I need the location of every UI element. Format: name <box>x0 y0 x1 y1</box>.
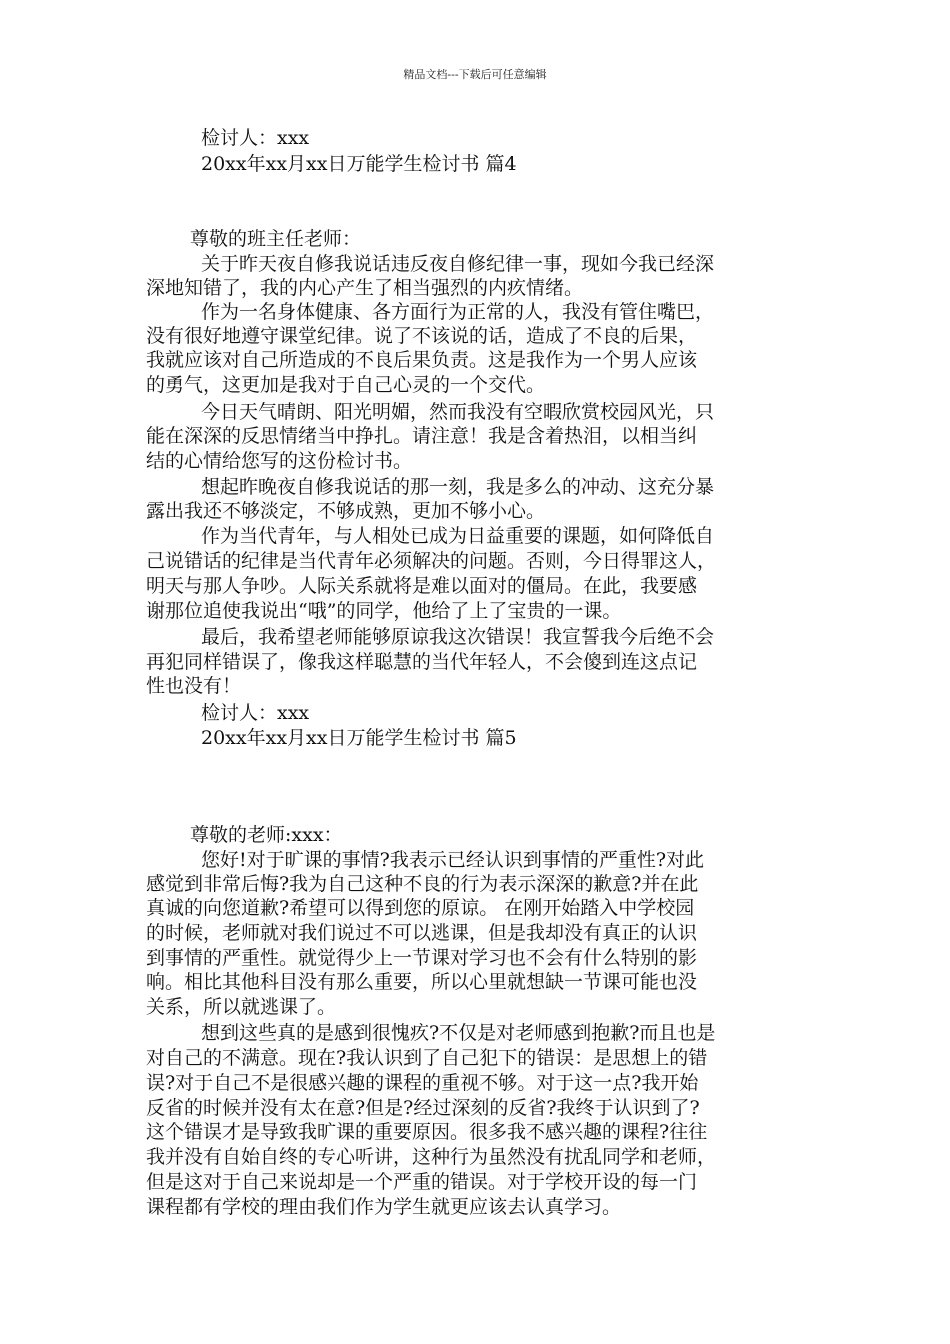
body-line: 的勇气，这更加是我对于自己心灵的一个交代。 <box>146 374 546 396</box>
body-line: 没有很好地遵守课堂纪律。说了不该说的话，造成了不良的后果， <box>146 325 698 347</box>
body-line: 最后，我希望老师能够原谅我这次错误！我宣誓我今后绝不会 <box>201 626 715 648</box>
body-line: 结的心情给您写的这份检讨书。 <box>146 450 413 472</box>
body-line: 作为一名身体健康、各方面行为正常的人，我没有管住嘴巴， <box>201 301 715 323</box>
body-line: 反省的时候并没有太在意?但是?经过深刻的反省?我终于认识到了? <box>146 1097 700 1119</box>
body-line: 到事情的严重性。就觉得少上一节课对学习也不会有什么特别的影 <box>146 947 698 969</box>
body-line: 的时候，老师就对我们说过不可以逃课，但是我却没有真正的认识 <box>146 922 698 944</box>
body-line: 想到这些真的是感到很愧疚?不仅是对老师感到抱歉?而且也是 <box>201 1022 716 1044</box>
body-line: 真诚的向您道歉?希望可以得到您的原谅。 在刚开始踏入中学校园 <box>146 897 695 919</box>
body-line: 深地知错了，我的内心产生了相当强烈的内疚情绪。 <box>146 277 584 299</box>
section-heading-4: 20xx年xx月xx日万能学生检讨书 篇4 <box>201 153 517 175</box>
body-line: 再犯同样错误了，像我这样聪慧的当代年轻人，不会傻到连这点记 <box>146 651 698 673</box>
body-line: 今日天气晴朗、阳光明媚，然而我没有空暇欣赏校园风光，只 <box>201 401 715 423</box>
body-line: 想起昨晚夜自修我说话的那一刻，我是多么的冲动、这充分暴 <box>201 476 715 498</box>
signer-line: 检讨人：xxx <box>201 127 310 149</box>
body-line: 谢那位追使我说出“哦”的同学，他给了上了宝贵的一课。 <box>146 600 622 622</box>
body-line: 误?对于自己不是很感兴趣的课程的重视不够。对于这一点?我开始 <box>146 1072 699 1094</box>
body-line: 这个错误才是导致我旷课的重要原因。很多我不感兴趣的课程?往往 <box>146 1121 708 1143</box>
body-line: 露出我还不够淡定，不够成熟，更加不够小心。 <box>146 500 546 522</box>
body-line: 但是这对于自己来说却是一个严重的错误。对于学校开设的每一门 <box>146 1171 698 1193</box>
body-line: 能在深深的反思情绪当中挣扎。请注意！我是含着热泪，以相当纠 <box>146 425 698 447</box>
body-line: 感觉到非常后悔?我为自己这种不良的行为表示深深的歉意?并在此 <box>146 873 699 895</box>
body-line: 我就应该对自己所造成的不良后果负责。这是我作为一个男人应该 <box>146 349 698 371</box>
body-line: 性也没有！ <box>146 675 242 697</box>
body-line: 课程都有学校的理由我们作为学生就更应该去认真学习。 <box>146 1196 622 1218</box>
body-line: 作为当代青年，与人相处已成为日益重要的课题，如何降低自 <box>201 525 715 547</box>
page-header: 精品文档---下载后可任意编辑 <box>403 68 547 81</box>
body-line: 您好!对于旷课的事情?我表示已经认识到事情的严重性?对此 <box>201 849 705 871</box>
salutation: 尊敬的老师:xxx： <box>190 824 343 846</box>
salutation: 尊敬的班主任老师： <box>190 228 362 250</box>
body-line: 对自己的不满意。现在?我认识到了自己犯下的错误：是思想上的错 <box>146 1047 708 1069</box>
signer-line: 检讨人：xxx <box>201 702 310 724</box>
body-line: 关系，所以就逃课了。 <box>146 996 337 1018</box>
body-line: 响。相比其他科目没有那么重要，所以心里就想缺一节课可能也没 <box>146 971 698 993</box>
section-heading-5: 20xx年xx月xx日万能学生检讨书 篇5 <box>201 727 517 749</box>
body-line: 明天与那人争吵。人际关系就将是难以面对的僵局。在此，我要感 <box>146 575 698 597</box>
body-line: 我并没有自始自终的专心听讲，这种行为虽然没有扰乱同学和老师， <box>146 1146 717 1168</box>
body-line: 己说错话的纪律是当代青年必须解决的问题。否则，今日得罪这人， <box>146 550 717 572</box>
body-line: 关于昨天夜自修我说话违反夜自修纪律一事，现如今我已经深 <box>201 253 715 275</box>
